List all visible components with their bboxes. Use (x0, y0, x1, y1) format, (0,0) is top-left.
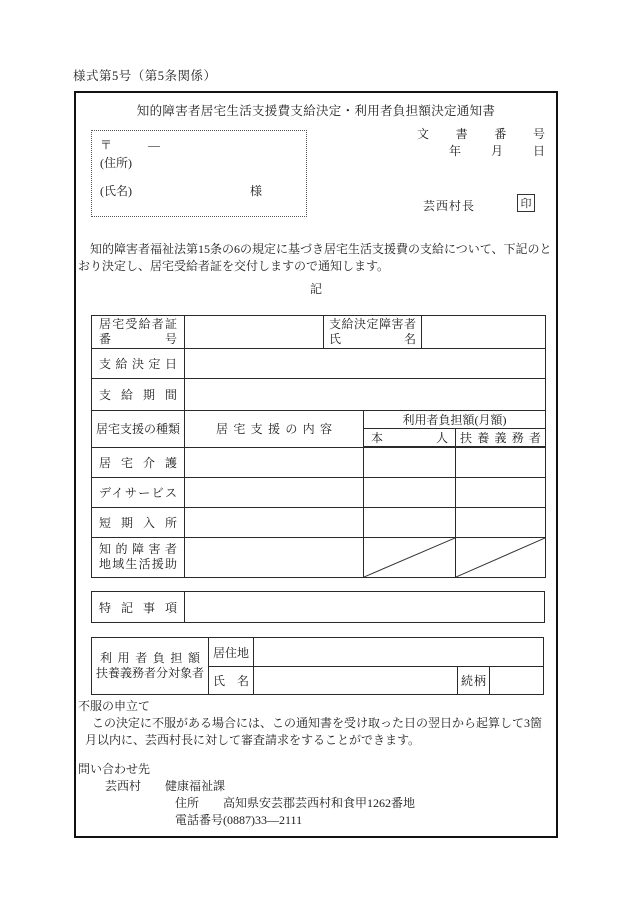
table-row (92, 349, 546, 379)
decision-date-value-cell (185, 349, 546, 379)
service-content-cell (185, 447, 364, 477)
document-number-block (417, 126, 545, 160)
contact-address: 住所 高知県安芸郡芸西村和食甲1262番地 (175, 796, 416, 810)
special-notes-table (91, 591, 545, 623)
service-self-cell (364, 447, 456, 477)
name-label: (氏名) (100, 184, 132, 198)
appeal-line1: この決定に不服がある場合には、この通知書を受け取った日の翌日から起算して3箇 (92, 716, 543, 730)
column-header-supporter: 扶養義務者 (456, 429, 546, 448)
relation-value-cell (490, 667, 544, 695)
diagonal-strikethrough (364, 538, 455, 577)
burden-target-label: 利用者負担額 扶養義務者分対象者 (92, 638, 209, 695)
column-header-content: 居宅支援の内容 (185, 411, 364, 448)
decided-person-label: 支給決定障害者 氏名 (324, 316, 422, 349)
postal-code-line: 〒 ― (100, 138, 161, 152)
document-date-label: 年月日 (449, 144, 545, 158)
document-frame (74, 91, 558, 838)
special-notes-label: 特記事項 (92, 592, 185, 623)
target-name-value-cell (254, 667, 458, 695)
diagonal-strikethrough (456, 538, 545, 577)
service-self-cell (364, 507, 456, 537)
residence-label: 居住地 (209, 638, 254, 667)
honorific-label: 様 (250, 184, 263, 198)
column-header-type: 居宅支援の種類 (92, 411, 185, 448)
service-self-cell (364, 477, 456, 507)
service-supporter-cell-not-applicable (456, 537, 546, 577)
column-header-burden: 利用者負担額(月額) (364, 411, 546, 429)
supply-period-label: 支給期間 (92, 379, 185, 411)
body-paragraph-line2: おり決定し、居宅受給者証を交付しますので通知します。 (78, 259, 390, 273)
contact-heading: 問い合わせ先 (78, 762, 151, 776)
certificate-number-field (185, 316, 324, 349)
appeal-line2: 月以内に、芸西村長に対して審査請求をすることができます。 (85, 733, 421, 747)
relation-label: 続柄 (458, 667, 490, 695)
table-row (92, 379, 546, 411)
service-row (92, 507, 546, 537)
certificate-number-label: 居宅受給者証 番号 (92, 316, 185, 349)
service-content-cell (185, 477, 364, 507)
service-row (92, 537, 546, 577)
seal-character: 印 (520, 198, 532, 210)
document-number-label: 文書番号 (417, 127, 545, 141)
contact-phone: 電話番号(0887)33―2111 (175, 813, 303, 827)
appeal-heading: 不服の申立て (78, 699, 151, 713)
service-row (92, 447, 546, 477)
column-header-self: 本人 (364, 429, 456, 448)
decided-person-value-cell (422, 316, 546, 349)
service-supporter-cell (456, 447, 546, 477)
special-notes-value-cell (185, 592, 545, 623)
seal-stamp-box (517, 194, 535, 212)
service-row (92, 477, 546, 507)
service-content-cell (185, 537, 364, 577)
recipient-address-box (91, 130, 307, 217)
service-label: 短期入所 (92, 507, 185, 537)
service-supporter-cell (456, 507, 546, 537)
decision-date-label: 支給決定日 (92, 349, 185, 379)
table-row (92, 592, 545, 623)
service-content-cell (185, 507, 364, 537)
service-label: 知的障害者 地域生活援助 (92, 537, 185, 577)
spacer (78, 749, 542, 761)
record-heading: 記 (309, 282, 322, 296)
supply-period-value-cell (185, 379, 546, 411)
address-label: (住所) (100, 156, 132, 170)
service-supporter-cell (456, 477, 546, 507)
service-label: デイサービス (92, 477, 185, 507)
service-self-cell-not-applicable (364, 537, 456, 577)
document-title: 知的障害者居宅生活支援費支給決定・利用者負担額決定通知書 (136, 104, 496, 118)
decision-table (91, 315, 546, 578)
body-paragraph-line1: 知的障害者福祉法第15条の6の規定に基づき居宅生活支援費の支給について、下記のと (78, 242, 552, 256)
table-header-row (92, 411, 546, 429)
footer-text-block (78, 698, 542, 829)
target-name-label: 氏名 (209, 667, 254, 695)
form-code: 様式第5号（第5条関係） (73, 69, 217, 83)
contact-office: 芸西村 健康福祉課 (105, 779, 226, 793)
residence-value-cell (254, 638, 544, 667)
table-row (92, 316, 546, 349)
burden-target-table (91, 637, 544, 695)
table-row (92, 638, 544, 667)
issuer-name: 芸西村長 (423, 199, 476, 213)
service-label: 居宅介護 (92, 447, 185, 477)
